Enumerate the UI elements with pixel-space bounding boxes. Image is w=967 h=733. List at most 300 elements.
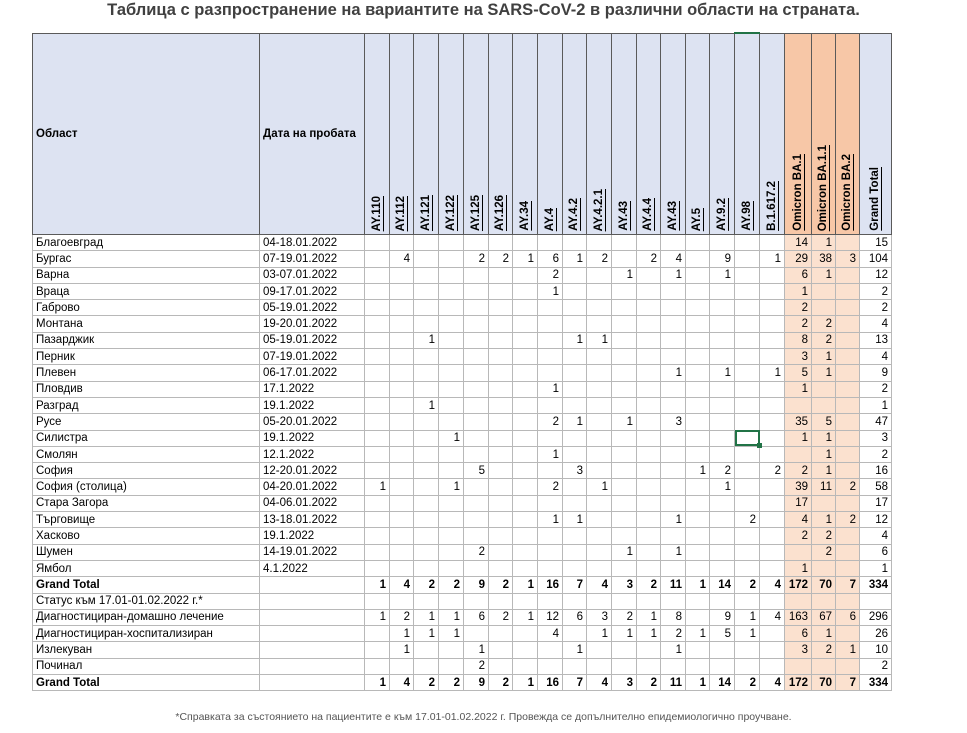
count-cell[interactable] bbox=[760, 430, 785, 446]
count-cell[interactable] bbox=[365, 642, 390, 658]
count-cell[interactable]: 4 bbox=[860, 349, 892, 365]
date-cell[interactable]: 03-07.01.2022 bbox=[260, 267, 365, 283]
row-label-cell[interactable]: Ямбол bbox=[33, 560, 260, 576]
count-cell[interactable]: 3 bbox=[661, 414, 686, 430]
count-cell[interactable] bbox=[710, 397, 735, 413]
count-cell[interactable]: 14 bbox=[710, 675, 735, 691]
count-cell[interactable] bbox=[587, 381, 612, 397]
count-cell[interactable]: 4 bbox=[760, 577, 785, 593]
count-cell[interactable]: 1 bbox=[365, 609, 390, 625]
count-cell[interactable]: 1 bbox=[812, 349, 836, 365]
count-cell[interactable] bbox=[710, 528, 735, 544]
count-cell[interactable] bbox=[513, 512, 538, 528]
date-cell[interactable] bbox=[260, 626, 365, 642]
row-label-cell[interactable]: Хасково bbox=[33, 528, 260, 544]
count-cell[interactable] bbox=[735, 235, 760, 251]
count-cell[interactable]: 2 bbox=[464, 658, 489, 674]
count-cell[interactable] bbox=[563, 381, 587, 397]
count-cell[interactable] bbox=[513, 593, 538, 609]
count-cell[interactable] bbox=[390, 512, 414, 528]
count-cell[interactable]: 2 bbox=[812, 316, 836, 332]
count-cell[interactable] bbox=[489, 381, 513, 397]
count-cell[interactable]: 163 bbox=[785, 609, 812, 625]
count-cell[interactable] bbox=[365, 381, 390, 397]
header-variant[interactable] bbox=[661, 33, 686, 235]
count-cell[interactable] bbox=[439, 544, 464, 560]
count-cell[interactable] bbox=[439, 642, 464, 658]
count-cell[interactable] bbox=[686, 283, 710, 299]
count-cell[interactable] bbox=[563, 544, 587, 560]
count-cell[interactable] bbox=[686, 349, 710, 365]
row-label-cell[interactable]: Плевен bbox=[33, 365, 260, 381]
count-cell[interactable] bbox=[735, 349, 760, 365]
count-cell[interactable] bbox=[464, 430, 489, 446]
count-cell[interactable]: 1 bbox=[612, 544, 637, 560]
count-cell[interactable] bbox=[760, 446, 785, 462]
count-cell[interactable] bbox=[710, 495, 735, 511]
count-cell[interactable]: 1 bbox=[661, 642, 686, 658]
count-cell[interactable]: 9 bbox=[464, 675, 489, 691]
count-cell[interactable] bbox=[414, 349, 439, 365]
count-cell[interactable] bbox=[365, 544, 390, 560]
header-variant[interactable] bbox=[464, 33, 489, 235]
count-cell[interactable] bbox=[661, 381, 686, 397]
count-cell[interactable] bbox=[785, 593, 812, 609]
count-cell[interactable] bbox=[365, 316, 390, 332]
count-cell[interactable]: 2 bbox=[735, 512, 760, 528]
count-cell[interactable] bbox=[439, 300, 464, 316]
count-cell[interactable] bbox=[760, 512, 785, 528]
count-cell[interactable] bbox=[612, 512, 637, 528]
date-cell[interactable]: 4.1.2022 bbox=[260, 560, 365, 576]
count-cell[interactable] bbox=[735, 479, 760, 495]
count-cell[interactable] bbox=[489, 283, 513, 299]
count-cell[interactable] bbox=[390, 414, 414, 430]
row-label-cell[interactable]: Търговище bbox=[33, 512, 260, 528]
count-cell[interactable] bbox=[836, 544, 860, 560]
count-cell[interactable] bbox=[513, 300, 538, 316]
count-cell[interactable] bbox=[390, 349, 414, 365]
count-cell[interactable]: 13 bbox=[860, 332, 892, 348]
count-cell[interactable] bbox=[612, 397, 637, 413]
count-cell[interactable]: 1 bbox=[785, 430, 812, 446]
count-cell[interactable] bbox=[612, 251, 637, 267]
count-cell[interactable]: 2 bbox=[785, 316, 812, 332]
count-cell[interactable] bbox=[464, 495, 489, 511]
count-cell[interactable]: 2 bbox=[439, 577, 464, 593]
count-cell[interactable] bbox=[414, 430, 439, 446]
count-cell[interactable] bbox=[612, 528, 637, 544]
header-variant[interactable] bbox=[735, 33, 760, 235]
count-cell[interactable] bbox=[489, 658, 513, 674]
count-cell[interactable] bbox=[686, 414, 710, 430]
count-cell[interactable]: 4 bbox=[860, 316, 892, 332]
count-cell[interactable]: 1 bbox=[439, 430, 464, 446]
count-cell[interactable] bbox=[836, 593, 860, 609]
header-variant[interactable] bbox=[860, 33, 892, 235]
count-cell[interactable]: 4 bbox=[390, 251, 414, 267]
count-cell[interactable] bbox=[563, 349, 587, 365]
count-cell[interactable] bbox=[390, 658, 414, 674]
count-cell[interactable]: 1 bbox=[439, 479, 464, 495]
count-cell[interactable]: 1 bbox=[414, 626, 439, 642]
count-cell[interactable] bbox=[612, 642, 637, 658]
row-label-cell[interactable]: Диагностициран-хоспитализиран bbox=[33, 626, 260, 642]
count-cell[interactable] bbox=[563, 283, 587, 299]
count-cell[interactable] bbox=[365, 446, 390, 462]
count-cell[interactable] bbox=[464, 528, 489, 544]
count-cell[interactable]: 2 bbox=[489, 609, 513, 625]
count-cell[interactable] bbox=[513, 479, 538, 495]
count-cell[interactable] bbox=[735, 332, 760, 348]
count-cell[interactable]: 1 bbox=[710, 267, 735, 283]
count-cell[interactable] bbox=[513, 414, 538, 430]
count-cell[interactable] bbox=[661, 300, 686, 316]
row-label-cell[interactable]: Grand Total bbox=[33, 577, 260, 593]
header-variant[interactable] bbox=[637, 33, 661, 235]
row-label-cell[interactable]: Разград bbox=[33, 397, 260, 413]
count-cell[interactable] bbox=[836, 300, 860, 316]
count-cell[interactable]: 2 bbox=[785, 528, 812, 544]
count-cell[interactable] bbox=[390, 235, 414, 251]
count-cell[interactable]: 1 bbox=[661, 365, 686, 381]
count-cell[interactable]: 12 bbox=[860, 512, 892, 528]
count-cell[interactable] bbox=[464, 479, 489, 495]
count-cell[interactable] bbox=[439, 235, 464, 251]
count-cell[interactable] bbox=[760, 528, 785, 544]
date-cell[interactable]: 09-17.01.2022 bbox=[260, 283, 365, 299]
count-cell[interactable] bbox=[538, 332, 563, 348]
count-cell[interactable] bbox=[760, 283, 785, 299]
count-cell[interactable] bbox=[587, 446, 612, 462]
count-cell[interactable] bbox=[735, 316, 760, 332]
row-label-cell[interactable]: Починал bbox=[33, 658, 260, 674]
count-cell[interactable] bbox=[365, 626, 390, 642]
count-cell[interactable]: 6 bbox=[860, 544, 892, 560]
count-cell[interactable] bbox=[587, 349, 612, 365]
count-cell[interactable] bbox=[513, 495, 538, 511]
count-cell[interactable] bbox=[390, 365, 414, 381]
row-label-cell[interactable]: Стара Загора bbox=[33, 495, 260, 511]
count-cell[interactable] bbox=[760, 642, 785, 658]
count-cell[interactable] bbox=[365, 349, 390, 365]
count-cell[interactable] bbox=[464, 381, 489, 397]
count-cell[interactable]: 1 bbox=[563, 414, 587, 430]
count-cell[interactable] bbox=[686, 593, 710, 609]
count-cell[interactable] bbox=[439, 528, 464, 544]
header-variant[interactable] bbox=[414, 33, 439, 235]
count-cell[interactable] bbox=[661, 495, 686, 511]
header-variant[interactable] bbox=[785, 33, 812, 235]
count-cell[interactable] bbox=[637, 593, 661, 609]
count-cell[interactable] bbox=[637, 528, 661, 544]
count-cell[interactable] bbox=[686, 512, 710, 528]
count-cell[interactable] bbox=[489, 446, 513, 462]
count-cell[interactable] bbox=[710, 300, 735, 316]
row-label-cell[interactable]: Перник bbox=[33, 349, 260, 365]
count-cell[interactable]: 1 bbox=[860, 397, 892, 413]
count-cell[interactable] bbox=[489, 544, 513, 560]
count-cell[interactable]: 2 bbox=[661, 626, 686, 642]
count-cell[interactable]: 1 bbox=[513, 251, 538, 267]
header-variant[interactable] bbox=[587, 33, 612, 235]
count-cell[interactable] bbox=[760, 495, 785, 511]
count-cell[interactable] bbox=[587, 414, 612, 430]
count-cell[interactable]: 2 bbox=[612, 609, 637, 625]
count-cell[interactable] bbox=[538, 430, 563, 446]
count-cell[interactable] bbox=[489, 430, 513, 446]
count-cell[interactable] bbox=[414, 658, 439, 674]
count-cell[interactable]: 47 bbox=[860, 414, 892, 430]
count-cell[interactable] bbox=[513, 560, 538, 576]
count-cell[interactable] bbox=[587, 544, 612, 560]
count-cell[interactable]: 2 bbox=[414, 675, 439, 691]
count-cell[interactable] bbox=[563, 430, 587, 446]
date-cell[interactable]: 04-18.01.2022 bbox=[260, 235, 365, 251]
count-cell[interactable] bbox=[637, 300, 661, 316]
count-cell[interactable]: 2 bbox=[414, 577, 439, 593]
row-label-cell[interactable]: Монтана bbox=[33, 316, 260, 332]
header-variant[interactable] bbox=[760, 33, 785, 235]
count-cell[interactable]: 38 bbox=[812, 251, 836, 267]
count-cell[interactable] bbox=[760, 235, 785, 251]
count-cell[interactable] bbox=[637, 446, 661, 462]
row-label-cell[interactable]: Смолян bbox=[33, 446, 260, 462]
date-cell[interactable]: 17.1.2022 bbox=[260, 381, 365, 397]
count-cell[interactable] bbox=[563, 658, 587, 674]
count-cell[interactable]: 1 bbox=[812, 446, 836, 462]
count-cell[interactable] bbox=[836, 430, 860, 446]
count-cell[interactable] bbox=[563, 300, 587, 316]
count-cell[interactable] bbox=[612, 235, 637, 251]
count-cell[interactable] bbox=[489, 626, 513, 642]
count-cell[interactable]: 4 bbox=[587, 577, 612, 593]
count-cell[interactable] bbox=[513, 332, 538, 348]
row-label-cell[interactable]: Бургас bbox=[33, 251, 260, 267]
count-cell[interactable]: 1 bbox=[760, 251, 785, 267]
count-cell[interactable] bbox=[735, 544, 760, 560]
count-cell[interactable] bbox=[513, 267, 538, 283]
count-cell[interactable]: 1 bbox=[612, 414, 637, 430]
count-cell[interactable]: 2 bbox=[860, 283, 892, 299]
count-cell[interactable] bbox=[365, 283, 390, 299]
count-cell[interactable]: 1 bbox=[563, 251, 587, 267]
count-cell[interactable]: 1 bbox=[637, 626, 661, 642]
count-cell[interactable] bbox=[760, 397, 785, 413]
count-cell[interactable] bbox=[513, 658, 538, 674]
count-cell[interactable] bbox=[439, 495, 464, 511]
count-cell[interactable]: 67 bbox=[812, 609, 836, 625]
row-label-cell[interactable]: Благоевград bbox=[33, 235, 260, 251]
count-cell[interactable] bbox=[686, 430, 710, 446]
count-cell[interactable] bbox=[760, 381, 785, 397]
count-cell[interactable] bbox=[710, 593, 735, 609]
count-cell[interactable] bbox=[439, 332, 464, 348]
count-cell[interactable] bbox=[785, 446, 812, 462]
count-cell[interactable] bbox=[612, 283, 637, 299]
count-cell[interactable] bbox=[414, 544, 439, 560]
count-cell[interactable] bbox=[760, 414, 785, 430]
count-cell[interactable] bbox=[637, 560, 661, 576]
count-cell[interactable] bbox=[365, 528, 390, 544]
count-cell[interactable]: 2 bbox=[538, 414, 563, 430]
count-cell[interactable] bbox=[414, 463, 439, 479]
date-cell[interactable] bbox=[260, 593, 365, 609]
count-cell[interactable] bbox=[710, 544, 735, 560]
count-cell[interactable] bbox=[390, 593, 414, 609]
count-cell[interactable] bbox=[587, 397, 612, 413]
count-cell[interactable] bbox=[836, 316, 860, 332]
count-cell[interactable]: 2 bbox=[760, 463, 785, 479]
date-cell[interactable]: 07-19.01.2022 bbox=[260, 251, 365, 267]
count-cell[interactable]: 2 bbox=[637, 675, 661, 691]
count-cell[interactable] bbox=[836, 332, 860, 348]
count-cell[interactable] bbox=[760, 560, 785, 576]
count-cell[interactable] bbox=[836, 397, 860, 413]
count-cell[interactable] bbox=[637, 332, 661, 348]
count-cell[interactable] bbox=[710, 349, 735, 365]
count-cell[interactable] bbox=[735, 267, 760, 283]
count-cell[interactable]: 1 bbox=[785, 560, 812, 576]
count-cell[interactable]: 70 bbox=[812, 577, 836, 593]
count-cell[interactable]: 4 bbox=[785, 512, 812, 528]
count-cell[interactable] bbox=[365, 430, 390, 446]
count-cell[interactable] bbox=[513, 365, 538, 381]
count-cell[interactable] bbox=[587, 658, 612, 674]
count-cell[interactable] bbox=[836, 528, 860, 544]
count-cell[interactable]: 1 bbox=[538, 512, 563, 528]
count-cell[interactable] bbox=[414, 512, 439, 528]
count-cell[interactable]: 7 bbox=[563, 577, 587, 593]
header-variant[interactable] bbox=[563, 33, 587, 235]
count-cell[interactable] bbox=[587, 430, 612, 446]
count-cell[interactable] bbox=[489, 495, 513, 511]
count-cell[interactable] bbox=[563, 397, 587, 413]
count-cell[interactable] bbox=[836, 235, 860, 251]
count-cell[interactable] bbox=[464, 300, 489, 316]
count-cell[interactable] bbox=[587, 365, 612, 381]
count-cell[interactable] bbox=[538, 642, 563, 658]
count-cell[interactable] bbox=[414, 479, 439, 495]
count-cell[interactable] bbox=[390, 332, 414, 348]
count-cell[interactable] bbox=[464, 349, 489, 365]
count-cell[interactable] bbox=[760, 349, 785, 365]
count-cell[interactable]: 3 bbox=[587, 609, 612, 625]
count-cell[interactable] bbox=[686, 609, 710, 625]
count-cell[interactable] bbox=[637, 283, 661, 299]
count-cell[interactable] bbox=[637, 642, 661, 658]
count-cell[interactable]: 1 bbox=[414, 397, 439, 413]
count-cell[interactable]: 2 bbox=[860, 446, 892, 462]
count-cell[interactable] bbox=[587, 495, 612, 511]
date-cell[interactable]: 19.1.2022 bbox=[260, 397, 365, 413]
count-cell[interactable] bbox=[735, 283, 760, 299]
count-cell[interactable] bbox=[489, 300, 513, 316]
count-cell[interactable] bbox=[365, 658, 390, 674]
header-variant[interactable] bbox=[390, 33, 414, 235]
count-cell[interactable] bbox=[637, 267, 661, 283]
count-cell[interactable] bbox=[836, 283, 860, 299]
count-cell[interactable] bbox=[538, 300, 563, 316]
count-cell[interactable]: 58 bbox=[860, 479, 892, 495]
count-cell[interactable] bbox=[812, 658, 836, 674]
row-label-cell[interactable]: Диагностициран-домашно лечение bbox=[33, 609, 260, 625]
header-sample-date[interactable]: Дата на пробата bbox=[260, 33, 365, 235]
count-cell[interactable]: 7 bbox=[836, 675, 860, 691]
count-cell[interactable] bbox=[390, 430, 414, 446]
count-cell[interactable]: 1 bbox=[513, 609, 538, 625]
count-cell[interactable] bbox=[390, 528, 414, 544]
count-cell[interactable] bbox=[836, 381, 860, 397]
count-cell[interactable] bbox=[489, 414, 513, 430]
count-cell[interactable] bbox=[661, 349, 686, 365]
count-cell[interactable] bbox=[812, 397, 836, 413]
count-cell[interactable] bbox=[414, 560, 439, 576]
count-cell[interactable] bbox=[760, 626, 785, 642]
count-cell[interactable]: 1 bbox=[812, 463, 836, 479]
count-cell[interactable]: 1 bbox=[365, 675, 390, 691]
count-cell[interactable] bbox=[760, 332, 785, 348]
count-cell[interactable] bbox=[414, 267, 439, 283]
count-cell[interactable] bbox=[414, 283, 439, 299]
count-cell[interactable]: 1 bbox=[637, 609, 661, 625]
count-cell[interactable] bbox=[390, 446, 414, 462]
count-cell[interactable]: 35 bbox=[785, 414, 812, 430]
count-cell[interactable] bbox=[390, 544, 414, 560]
count-cell[interactable]: 2 bbox=[637, 577, 661, 593]
header-variant[interactable] bbox=[612, 33, 637, 235]
count-cell[interactable] bbox=[489, 463, 513, 479]
count-cell[interactable] bbox=[489, 316, 513, 332]
count-cell[interactable]: 1 bbox=[812, 267, 836, 283]
count-cell[interactable] bbox=[513, 544, 538, 560]
count-cell[interactable] bbox=[365, 414, 390, 430]
count-cell[interactable]: 8 bbox=[661, 609, 686, 625]
count-cell[interactable]: 1 bbox=[464, 642, 489, 658]
count-cell[interactable] bbox=[414, 251, 439, 267]
count-cell[interactable] bbox=[710, 512, 735, 528]
count-cell[interactable] bbox=[390, 267, 414, 283]
count-cell[interactable] bbox=[612, 658, 637, 674]
date-cell[interactable] bbox=[260, 609, 365, 625]
count-cell[interactable] bbox=[637, 397, 661, 413]
count-cell[interactable] bbox=[587, 560, 612, 576]
count-cell[interactable] bbox=[439, 446, 464, 462]
count-cell[interactable]: 6 bbox=[836, 609, 860, 625]
count-cell[interactable] bbox=[513, 642, 538, 658]
count-cell[interactable] bbox=[439, 512, 464, 528]
count-cell[interactable]: 1 bbox=[710, 479, 735, 495]
count-cell[interactable] bbox=[390, 560, 414, 576]
count-cell[interactable] bbox=[489, 479, 513, 495]
count-cell[interactable] bbox=[414, 316, 439, 332]
count-cell[interactable] bbox=[612, 332, 637, 348]
row-label-cell[interactable]: София bbox=[33, 463, 260, 479]
count-cell[interactable] bbox=[365, 593, 390, 609]
count-cell[interactable] bbox=[836, 658, 860, 674]
count-cell[interactable] bbox=[390, 316, 414, 332]
count-cell[interactable] bbox=[439, 316, 464, 332]
count-cell[interactable]: 10 bbox=[860, 642, 892, 658]
count-cell[interactable]: 172 bbox=[785, 577, 812, 593]
count-cell[interactable] bbox=[760, 300, 785, 316]
count-cell[interactable] bbox=[686, 381, 710, 397]
count-cell[interactable] bbox=[735, 560, 760, 576]
count-cell[interactable] bbox=[414, 495, 439, 511]
count-cell[interactable] bbox=[612, 479, 637, 495]
count-cell[interactable]: 1 bbox=[661, 544, 686, 560]
count-cell[interactable] bbox=[661, 397, 686, 413]
